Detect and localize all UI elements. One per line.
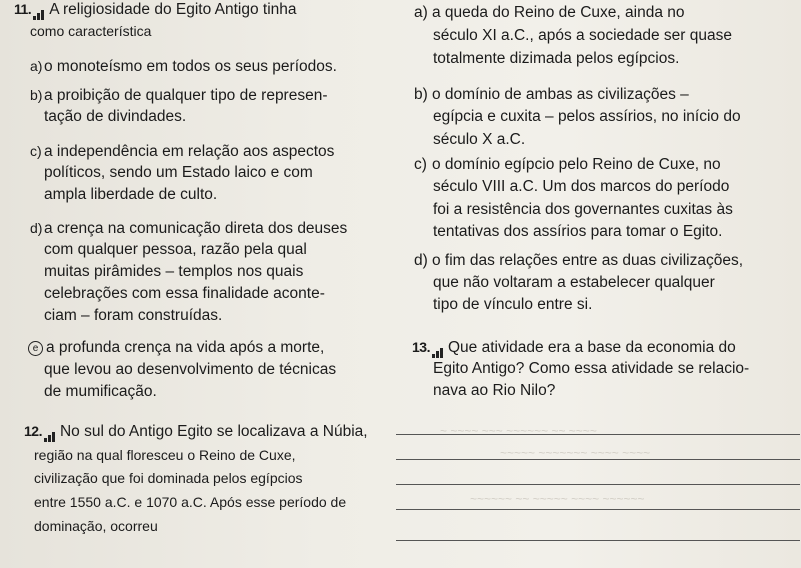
q12-option-c[interactable] [414,155,721,175]
q12-stem-line-3: civilização que foi dominada pelos egípcios [34,470,303,486]
option-letter: e [32,343,39,354]
option-text: tentativas dos assírios para tomar o Egito. [433,223,723,240]
q11-option-d[interactable] [30,218,347,239]
q12-option-a[interactable] [414,3,685,23]
q13-stem-line-3: nava ao Rio Nilo? [433,382,556,399]
option-letter: b) [30,87,43,103]
q12-stem-line-1 [24,421,368,442]
q13-number: 13. [412,339,430,355]
option-text: que não voltaram a estabelecer qualquer [433,274,715,291]
option-text: o domínio de ambas as civilizações – [432,86,689,103]
q12-stem-line-2: região na qual floresceu o Reino de Cuxe, [34,447,296,463]
difficulty-bars-icon [432,338,444,358]
q12-stem-line-5: dominação, ocorreu [34,518,158,534]
option-text: ampla liberdade de culto. [44,186,218,203]
option-letter: b) [414,86,428,103]
option-text: a independência em relação aos aspectos [44,143,335,160]
option-text: século XI a.C., após a sociedade ser quase [433,27,732,44]
q11-option-a[interactable] [30,56,337,77]
q13-stem-line-1 [412,337,736,358]
option-text: a queda do Reino de Cuxe, ainda no [432,4,685,21]
q11-number: 11. [14,1,32,17]
option-text: a crença na comunicação direta dos deuses [44,220,348,237]
answer-line[interactable] [396,509,800,510]
option-text: foi a resistência dos governantes cuxitas às [433,201,733,218]
q11-stem-text: A religiosidade do Egito Antigo tinha [49,1,297,18]
q11-option-c[interactable] [30,141,334,162]
option-text: totalmente dizimada pelos egípcios. [433,50,680,67]
answer-line[interactable] [396,484,800,485]
option-text: o domínio egípcio pelo Reino de Cuxe, no [432,156,721,173]
selected-answer-circle-icon [28,341,43,356]
option-letter: a) [30,58,43,74]
answer-line[interactable] [396,434,800,435]
difficulty-bars-icon [44,422,56,442]
q13-stem-text: Que atividade era a base da economia do [447,339,736,356]
option-text: celebrações com essa finalidade aconte- [44,285,325,302]
option-letter: c) [30,143,42,159]
option-text: o monoteísmo em todos os seus períodos. [44,58,337,75]
option-text: tação de divindades. [44,108,187,125]
option-letter: c) [414,156,427,173]
option-text: egípcia e cuxita – pelos assírios, no início do [433,108,741,125]
option-letter: a) [414,4,428,21]
option-text: de mumificação. [44,383,157,400]
difficulty-bars-icon [33,0,45,20]
option-text: século X a.C. [433,131,526,148]
show-through-text: ~~~~~ ~~~~~~~ ~~~~ ~~~~ [500,446,651,460]
q12-stem-text: No sul do Antigo Egito se localizava a Núbia, [59,423,368,440]
q11-stem-line-2: como característica [30,23,152,39]
option-text: a profunda crença na vida após a morte, [46,339,325,356]
option-text: século VIII a.C. Um dos marcos do período [433,178,730,195]
option-text: que levou ao desenvolvimento de técnicas [44,361,337,378]
option-text: o fim das relações entre as duas civilizações, [432,252,744,269]
option-letter: d) [414,252,428,269]
option-text: tipo de vínculo entre si. [433,296,593,313]
option-text: ciam – foram construídas. [44,307,223,324]
q11-stem-line-1 [14,0,297,20]
option-text: políticos, sendo um Estado laico e com [44,164,313,181]
show-through-text: ~ ~~~~ ~~~ ~~~~~~ ~~ ~~~~ [440,424,597,438]
option-letter: d) [30,220,43,236]
option-text: a proibição de qualquer tipo de represen- [44,87,328,104]
q12-option-b[interactable] [414,85,689,105]
q12-option-d[interactable] [414,251,743,271]
show-through-text: ~~~~~~ ~~ ~~~~~ ~~~~ ~~~~~~ [470,492,645,506]
option-text: muitas pirâmides – templos nos quais [44,263,304,280]
q11-option-b[interactable] [30,85,328,106]
q13-stem-line-2: Egito Antigo? Como essa atividade se relacio- [433,360,750,377]
answer-line[interactable] [396,459,800,460]
answer-line[interactable] [396,540,800,541]
q12-stem-line-4: entre 1550 a.C. e 1070 a.C. Após esse período de [34,494,347,510]
option-text: com qualquer pessoa, razão pela qual [44,241,307,258]
q11-option-e-selected[interactable] [28,338,324,358]
q12-number: 12. [24,423,42,439]
